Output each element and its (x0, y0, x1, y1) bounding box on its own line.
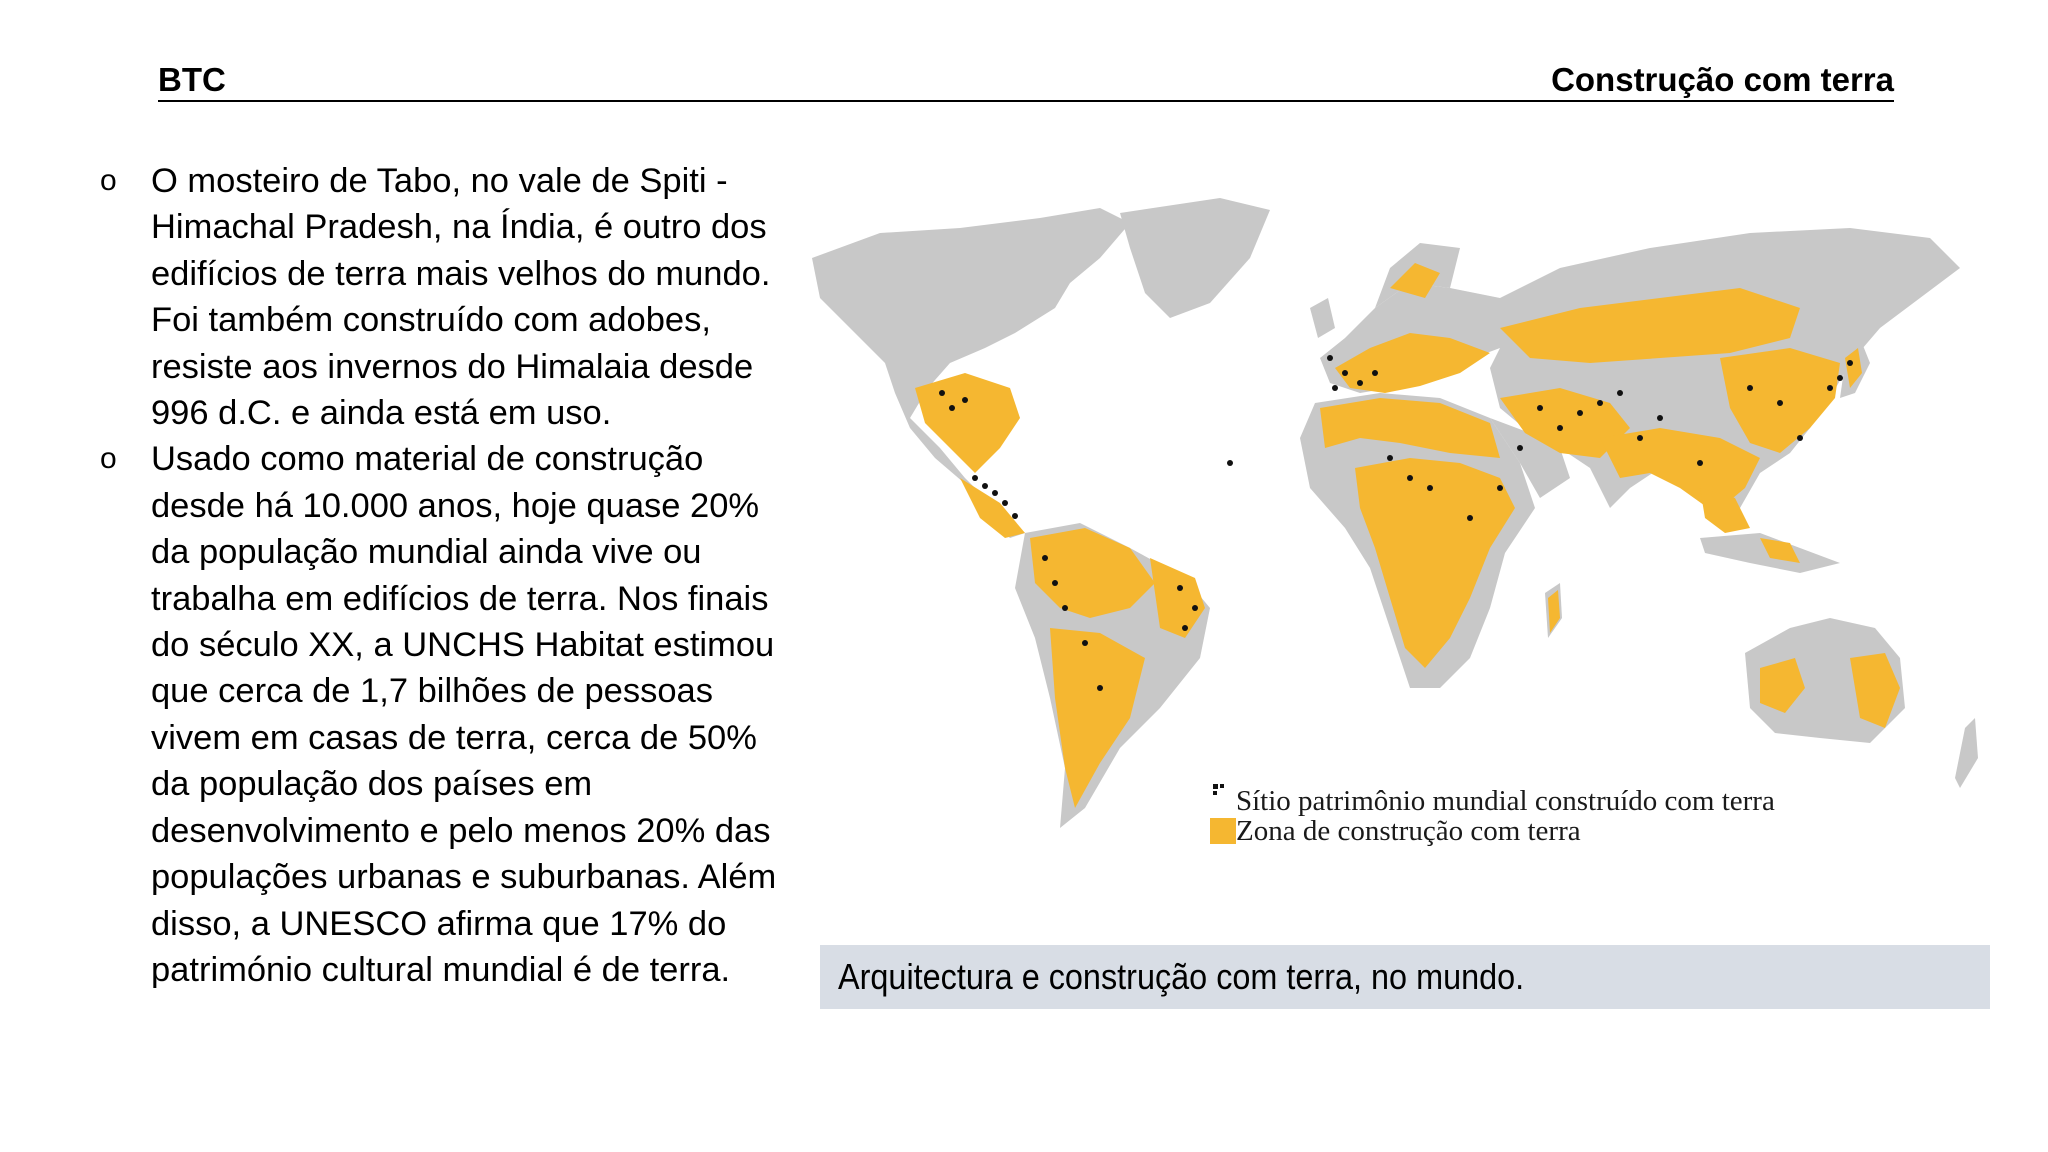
legend-site-swatch-1 (1213, 784, 1218, 789)
site-dot (1777, 400, 1783, 406)
site-dot (1342, 370, 1348, 376)
bullet-line: que cerca de 1,7 bilhões de pessoas (151, 672, 713, 711)
site-dot (1837, 375, 1843, 381)
site-dot (1467, 515, 1473, 521)
map-legend (1210, 784, 1775, 847)
site-dot (1327, 355, 1333, 361)
site-dot (1182, 625, 1188, 631)
site-dot (1797, 435, 1803, 441)
bullet-line: Usado como material de construção (151, 440, 704, 479)
bullet-line: património cultural mundial é de terra. (151, 950, 731, 989)
site-dot (1372, 370, 1378, 376)
bullet-line: edifícios de terra mais velhos do mundo. (151, 254, 771, 293)
site-dot (1577, 410, 1583, 416)
bullet-line: Foi também construído com adobes, (151, 301, 711, 340)
site-dot (1617, 390, 1623, 396)
site-dot (1357, 380, 1363, 386)
bullet-line: disso, a UNESCO afirma que 17% do (151, 904, 727, 943)
legend-zone-label: Zona de construção com terra (1236, 815, 1581, 847)
site-dot (1557, 425, 1563, 431)
bullet-marker: o (100, 164, 117, 197)
site-dot (962, 397, 968, 403)
legend-zone-swatch (1210, 818, 1236, 844)
site-dot (1657, 415, 1663, 421)
land-uk (1310, 298, 1335, 338)
site-dot (1847, 360, 1853, 366)
zone-north-america (915, 373, 1020, 473)
site-dot (1177, 585, 1183, 591)
legend-site-swatch-3 (1213, 791, 1217, 795)
header-right-title: Construção com terra (1551, 61, 1894, 98)
site-dot (1387, 455, 1393, 461)
figure-caption (820, 945, 1990, 1009)
header-left-title: BTC (158, 61, 226, 98)
caption-text: Arquitectura e construção com terra, no mundo. (838, 956, 1525, 997)
site-dot (1012, 513, 1018, 519)
bullet-line: resiste aos invernos do Himalaia desde (151, 347, 754, 386)
bullet-line: desde há 10.000 anos, hoje quase 20% (151, 486, 760, 525)
site-dot (1497, 485, 1503, 491)
zone-central-america (960, 478, 1025, 538)
bullet-line: vivem em casas de terra, cerca de 50% (151, 718, 757, 757)
bullet-list (100, 158, 800, 993)
site-dot (1052, 580, 1058, 586)
world-map (800, 188, 1986, 858)
slide-header (158, 60, 1894, 102)
legend-site-swatch-2 (1220, 784, 1224, 788)
site-dot (1517, 445, 1523, 451)
site-dot (1097, 685, 1103, 691)
bullet-marker: o (100, 442, 117, 476)
legend-sites-label: Sítio patrimônio mundial construído com terra (1236, 785, 1775, 817)
site-dot (972, 475, 978, 481)
site-dot (949, 405, 955, 411)
land-new-zealand (1955, 718, 1978, 788)
land-greenland (1120, 198, 1270, 318)
site-dot (1227, 460, 1233, 466)
site-dot (1827, 385, 1833, 391)
site-dot (1042, 555, 1048, 561)
site-dot (1002, 500, 1008, 506)
bullet-line: O mosteiro de Tabo, no vale de Spiti - (151, 162, 728, 200)
site-dot (992, 490, 998, 496)
site-dot (1407, 475, 1413, 481)
site-dot (1427, 485, 1433, 491)
bullet-item-tabo (100, 158, 800, 436)
site-dot (1537, 405, 1543, 411)
bullet-line: desenvolvimento e pelo menos 20% das (151, 811, 771, 850)
site-dot (1747, 385, 1753, 391)
site-dot (1637, 435, 1643, 441)
site-dot (1597, 400, 1603, 406)
site-dot (1192, 605, 1198, 611)
site-dot (982, 483, 988, 489)
site-dot (1332, 385, 1338, 391)
site-dot (1697, 460, 1703, 466)
site-dot (1062, 605, 1068, 611)
bullet-item-statistics (100, 436, 800, 993)
bullet-line: 996 d.C. e ainda está em uso. (151, 394, 612, 433)
site-dot (939, 390, 945, 396)
bullet-line: do século XX, a UNCHS Habitat estimou (151, 626, 775, 665)
bullet-line: da população dos países em (151, 765, 593, 804)
bullet-line: Himachal Pradesh, na Índia, é outro dos (151, 208, 767, 247)
bullet-line: da população mundial ainda vive ou (151, 533, 702, 572)
bullet-line: populações urbanas e suburbanas. Além (151, 858, 777, 897)
bullet-line: trabalha em edifícios de terra. Nos finais (151, 579, 769, 618)
site-dot (1082, 640, 1088, 646)
